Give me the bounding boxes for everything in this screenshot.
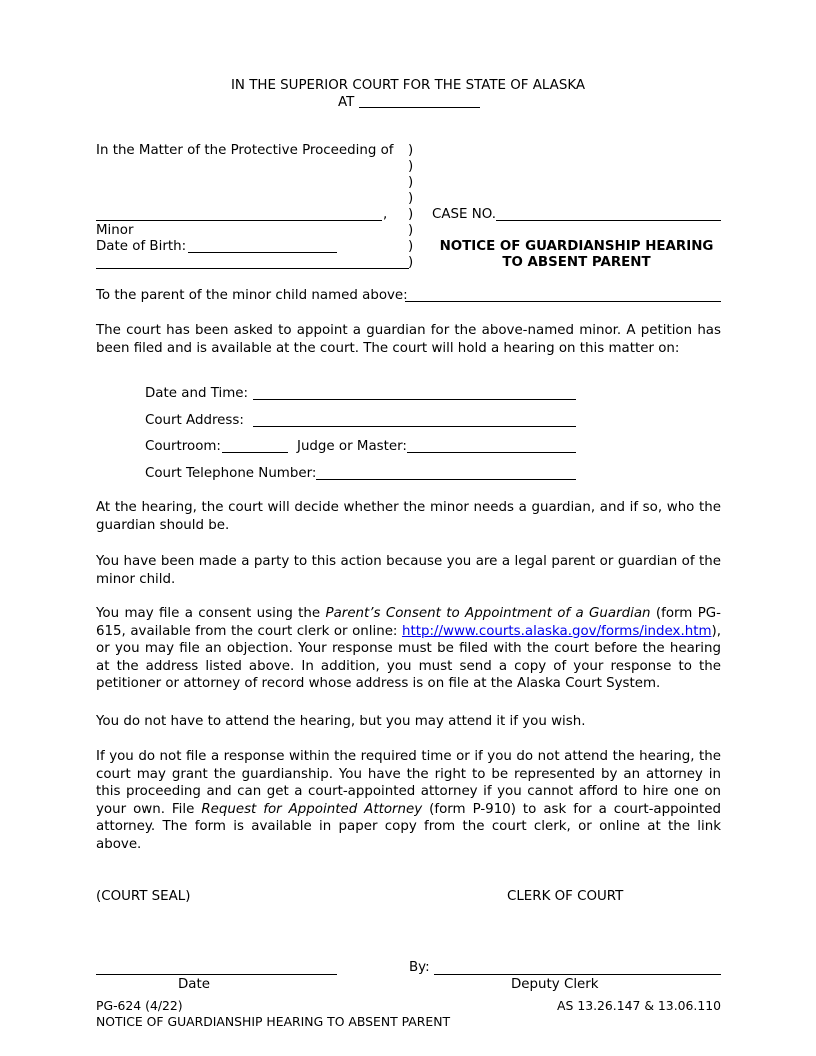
caption-paren: )	[408, 143, 414, 158]
court-address-blank[interactable]	[253, 426, 576, 427]
minor-label: Minor	[96, 223, 134, 238]
caption-paren: )	[408, 175, 414, 190]
intro-paragraph: The court has been asked to appoint a guardian for the above-named minor. A petition has been filed and is available at the court. The court will hold a hearing on this matter on:	[96, 323, 721, 356]
minor-name-blank[interactable]	[96, 220, 382, 221]
date-label: Date	[178, 977, 211, 992]
form-number: PG-624 (4/22)	[96, 998, 183, 1013]
caption-paren: )	[408, 255, 414, 270]
statute-reference: AS 13.26.147 & 13.06.110	[557, 998, 721, 1013]
telephone-label: Court Telephone Number:	[145, 466, 317, 481]
telephone-blank[interactable]	[316, 479, 576, 480]
clerk-of-court-label: CLERK OF COURT	[507, 889, 624, 904]
date-time-blank[interactable]	[253, 399, 576, 400]
name-comma: ,	[383, 207, 388, 222]
at-location-blank[interactable]	[359, 107, 480, 108]
consent-form-title: Parent’s Consent to Appointment of a Guardian	[325, 606, 651, 621]
consent-text-2: (form PG-615, available from the court clerk or online:	[96, 606, 721, 639]
noresponse-paragraph	[96, 748, 721, 853]
matter-label: In the Matter of the Protective Proceeding of	[96, 143, 394, 158]
doc-title-line2: TO ABSENT PARENT	[502, 255, 651, 270]
date-signature-line[interactable]	[96, 974, 337, 975]
dob-blank[interactable]	[188, 252, 337, 253]
doc-title-line1: NOTICE OF GUARDIANSHIP HEARING	[439, 239, 714, 254]
judge-blank[interactable]	[407, 452, 576, 453]
decide-paragraph: At the hearing, the court will decide whether the minor needs a guardian, and if so, who the guardian should be.	[96, 500, 721, 533]
courtroom-label: Courtroom:	[145, 439, 221, 454]
caption-paren: )	[408, 159, 414, 174]
date-time-label: Date and Time:	[145, 386, 248, 401]
caption-bottom-line	[96, 268, 409, 269]
deputy-clerk-signature-line[interactable]	[434, 974, 721, 975]
noresponse-text-1: If you do not file a response within the required time or if you do not attend the hearing, the court may grant the guardianship. You have the right to be represented by an attorney in this proceeding and can get a court-appointed attorney if you cannot afford to hire one on your own. File	[96, 749, 721, 817]
at-label: AT	[338, 95, 355, 110]
court-seal-label: (COURT SEAL)	[96, 889, 191, 904]
court-address-label: Court Address:	[145, 413, 244, 428]
party-paragraph: You have been made a party to this action because you are a legal parent or guardian of the minor child.	[96, 554, 721, 587]
court-heading: IN THE SUPERIOR COURT FOR THE STATE OF ALASKA	[230, 78, 586, 93]
by-label: By:	[409, 960, 430, 975]
caption-paren: )	[408, 207, 414, 222]
case-no-label: CASE NO.	[432, 207, 496, 222]
judge-label: Judge or Master:	[297, 439, 407, 454]
dob-label: Date of Birth:	[96, 239, 187, 254]
form-footer-title: NOTICE OF GUARDIANSHIP HEARING TO ABSENT PARENT	[96, 1014, 451, 1029]
consent-text-3: ), or you may file an objection. Your response must be filed with the court before the hearing at the address listed above. In addition, you must send a copy of your response to the petitioner or attorney of record whose address is on file at the Alaska Court System.	[96, 623, 721, 691]
noresponse-text-2: (form P-910) to ask for a court-appointed attorney. The form is available in paper copy from the court clerk, or online at the link above.	[96, 801, 722, 852]
to-parent-label: To the parent of the minor child named above:	[96, 288, 408, 303]
caption-paren: )	[408, 239, 414, 254]
attorney-form-title: Request for Appointed Attorney	[201, 801, 423, 817]
consent-paragraph	[96, 605, 721, 693]
caption-paren: )	[408, 223, 414, 238]
parent-name-blank[interactable]	[405, 301, 721, 302]
attend-paragraph: You do not have to attend the hearing, but you may attend it if you wish.	[96, 714, 586, 729]
case-no-blank[interactable]	[496, 220, 721, 221]
caption-paren: )	[408, 191, 414, 206]
courtroom-blank[interactable]	[222, 452, 288, 453]
consent-text-1: You may file a consent using the	[96, 606, 326, 621]
deputy-clerk-label: Deputy Clerk	[511, 977, 599, 992]
forms-link[interactable]: http://www.courts.alaska.gov/forms/index.htm	[401, 623, 712, 639]
